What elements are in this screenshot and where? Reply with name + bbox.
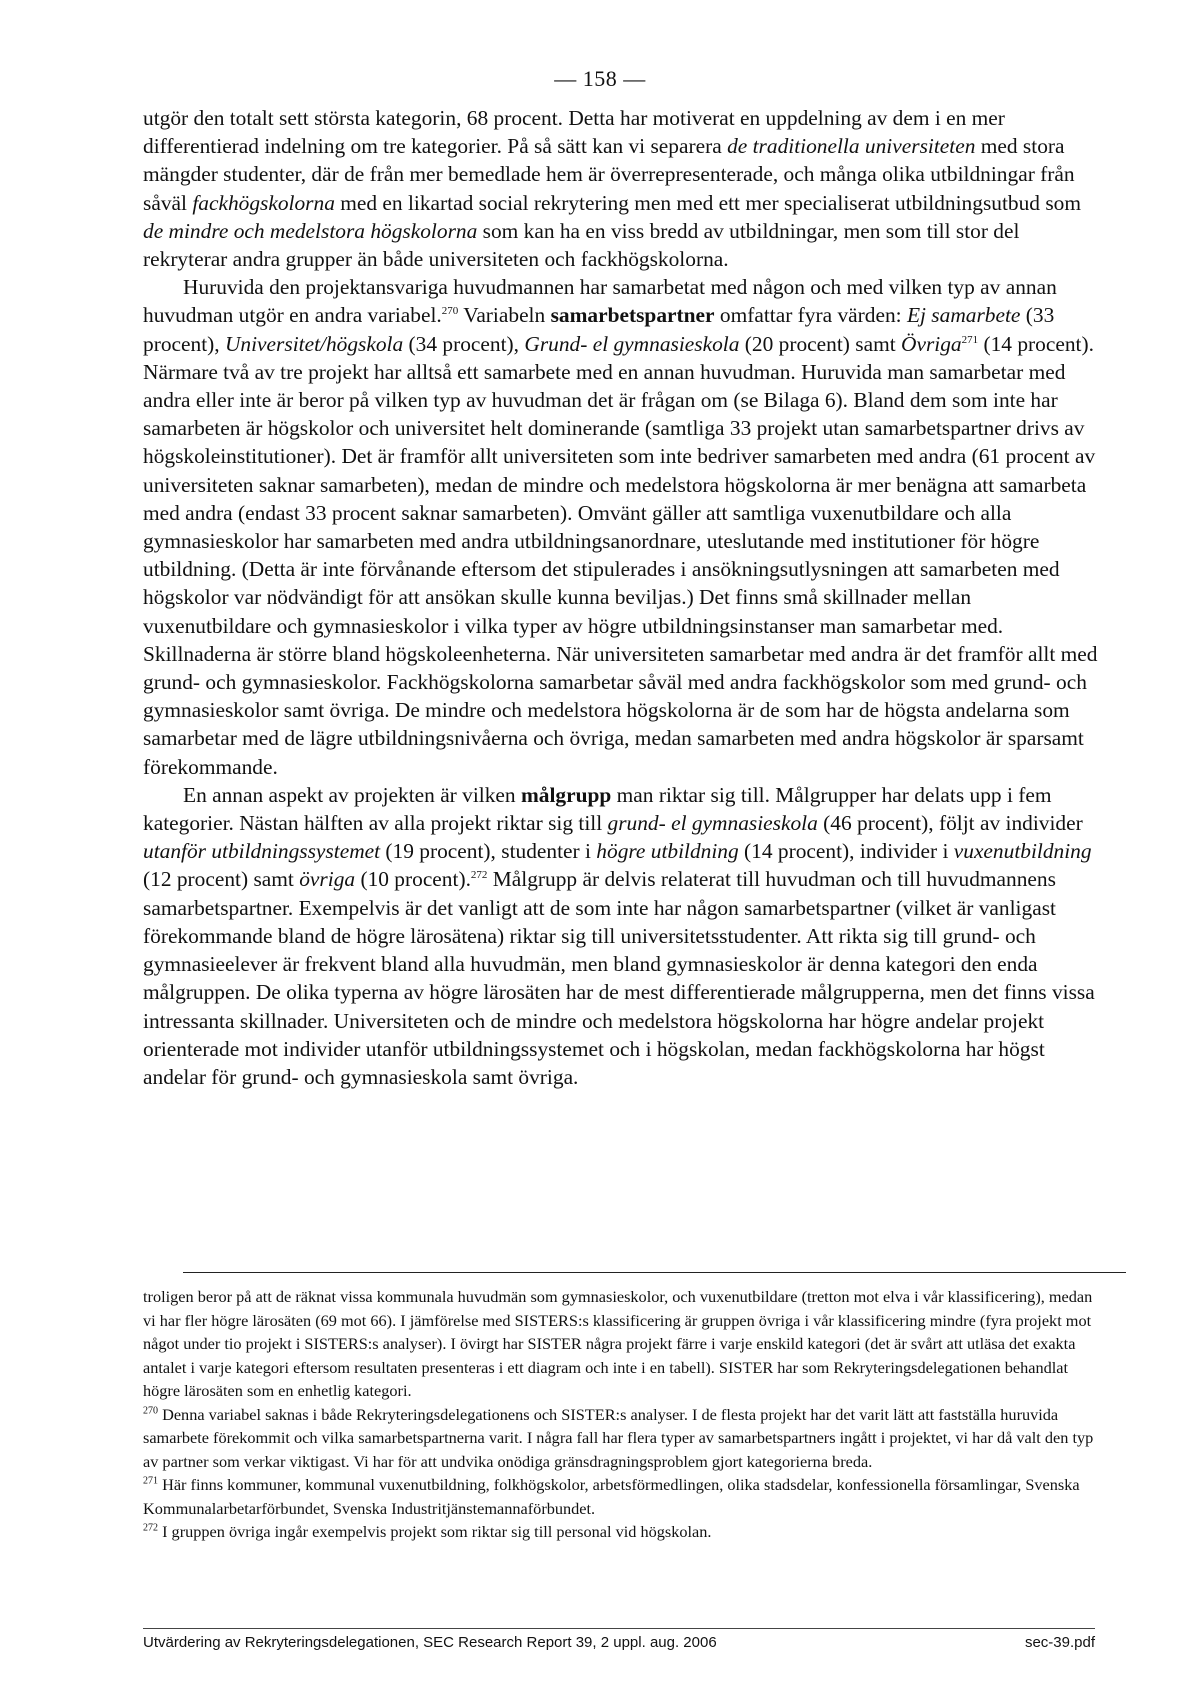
footnote-marker: 270	[143, 1405, 158, 1417]
footer-filename: sec-39.pdf	[1024, 1634, 1095, 1651]
text-run: (20 procent) samt	[739, 331, 902, 356]
body-paragraph	[143, 273, 1103, 781]
footer-citation: Utvärdering av Rekryteringsdelegationen, SEC Research Report 39, 2 uppl. aug. 2006	[143, 1634, 717, 1651]
emphasis-text: övriga	[299, 867, 356, 892]
text-run: Variabeln	[458, 303, 551, 328]
text-run: Målgrupp är delvis relaterat till huvudman och till huvudmannens samarbetspartner. Exempelvis är det vanligt att de som inte har någon samarbetspartner (vilket är vanligast förekommande bland de högre lärosätena) riktar sig till universitetsstudenter. Att rikta sig till grund- och gymnasieelever är frekvent bland alla huvudmän, men bland gymnasieskolor är denna kategori den enda målgruppen. De olika typerna av högre lärosäten har de mest differentierade målgrupperna, men det finns vissa intressanta skillnader. Universiteten och de mindre och medelstora högskolorna har högre andelar projekt orienterade mot individer utanför utbildningssystemet och i högskolan, medan fackhögskolorna har högst andelar för grund- och gymnasieskola samt övriga.	[143, 867, 1095, 1089]
emphasis-text: vuxenutbildning	[953, 839, 1092, 864]
text-run: troligen beror på att de räknat vissa kommunala huvudmän som gymnasieskolor, och vuxenutbildare (tretton mot elva i vår klassificering), medan vi har fler högre lärosäten (69 mot 66). I jämförelse med SISTERS:s klassificering är gruppen övriga i vår klassificering mindre (fyra projekt mot något under tio projekt i SISTERS:s analyser). I övirgt har SISTER några projekt färre i varje enskild kategori (det är svårt att utläsa det exakta antalet i varje kategori eftersom resultaten presenteras i ett diagram och inte i en tabell). SISTER har som Rekryteringsdelegationen behandlat högre lärosäten som en enhetlig kategori.	[143, 1287, 1093, 1400]
emphasis-text: Universitet/högskola	[224, 331, 404, 356]
text-run: (14 procent), individer i	[738, 839, 954, 864]
bold-term: samarbetspartner	[550, 303, 715, 328]
text-run: Huruvida den projektansvariga huvudmannen har samarbetat med någon och med vilken typ av annan huvudman utgör en andra variabel.	[143, 275, 1057, 328]
emphasis-text: grund- el gymnasieskola	[607, 811, 818, 836]
footnote	[143, 1403, 1103, 1474]
body-paragraph	[143, 781, 1103, 1091]
text-run: (33 procent),	[143, 303, 1055, 356]
footnote-separator	[183, 1272, 1126, 1273]
text-run: (14 procent). Närmare två av tre projekt har alltså ett samarbete med en annan huvudman. Huruvida man samarbetar med andra eller inte är beror på vilken typ av huvudman det är frågan om (se Bilaga 6). Bland dem som inte har samarbeten är högskolor och universitet helt dominerande (samtliga 33 projekt utan samarbetspartner drivs av högskoleinstitutioner). Det är framför allt universiteten som inte bedriver samarbeten med andra (61 procent av universiteten saknar samarbeten), medan de mindre och medelstora högskolorna är mer benägna att samarbeta med andra (endast 33 procent saknar samarbeten). Omvänt gäller att samtliga vuxenutbildare och alla gymnasieskolor har samarbeten med andra utbildningsanordnare, uteslutande med institutioner för högre utbildning. (Detta är inte förvånande eftersom det stipulerades i ansökningsutlysningen att samarbeten med högskolor var nödvändigt för att ansökan skulle kunna beviljas.) Det finns små skillnader mellan vuxenutbildare och gymnasieskolor i vilka typer av högre utbildningsinstanser man samarbetar med. Skillnaderna är större bland högskoleenheterna. När universiteten samarbetar med andra är det framför allt med grund- och gymnasieskolor. Fackhögskolorna samarbetar såväl med andra fackhögskolor som med grund- och gymnasieskolor samt övriga. De mindre och medelstora högskolorna är de som har de högsta andelarna som samarbetar med de lägre utbildningsnivåerna och övriga, medan samarbeten med andra högskolor är sparsamt förekommande.	[143, 331, 1098, 779]
text-run: (10 procent).	[355, 867, 471, 892]
bold-term: målgrupp	[520, 782, 612, 807]
emphasis-text: utanför utbildningssystemet	[143, 839, 381, 864]
text-run: Här finns kommuner, kommunal vuxenutbildning, folkhögskolor, arbetsförmedlingen, olika stadsdelar, konfessionella församlingar, Svenska Kommunalarbetarförbundet, Svenska Industritjänstemannaförbundet.	[143, 1475, 1080, 1518]
emphasis-text: de mindre och medelstora högskolorna	[143, 218, 478, 243]
text-run: (12 procent) samt	[143, 867, 300, 892]
emphasis-text: Ej samarbete	[906, 303, 1021, 328]
emphasis-text: fackhögskolorna	[192, 190, 335, 215]
footnote	[143, 1473, 1103, 1520]
emphasis-text: de traditionella universiteten	[727, 134, 976, 159]
footnote-marker: 270	[441, 305, 459, 318]
footnote	[143, 1285, 1103, 1403]
footnote-marker: 272	[470, 869, 488, 882]
footnote-marker: 272	[143, 1522, 158, 1534]
text-run: med en likartad social rekrytering men med ett mer specialiserat utbildningsutbud som	[334, 190, 1081, 215]
text-run: (34 procent),	[403, 331, 525, 356]
text-run: som kan ha en viss bredd av utbildningar, men som till stor del rekryterar andra grupper än både universiteten och fackhögskolorna.	[143, 218, 1020, 272]
text-run: Denna variabel saknas i både Rekryteringsdelegationens och SISTER:s analyser. I de flesta projekt har det varit lätt att fastställa huruvida samarbete förekommit och vilka samarbetspartnerna varit. I några fall har flera typer av samarbetspartners ingått i projektet, vi har då valt den typ av partner som verkar viktigast. Vi har för att undvika onödiga gränsdragningsproblem gjort kategorierna breda.	[143, 1404, 1094, 1471]
emphasis-text: Övriga	[901, 331, 962, 356]
footnote-marker: 271	[961, 333, 979, 346]
text-run: I gruppen övriga ingår exempelvis projekt som riktar sig till personal vid högskolan.	[158, 1522, 712, 1541]
text-run: man riktar sig till. Målgrupper har delats upp i fem kategorier. Nästan hälften av alla projekt riktar sig till	[143, 782, 1052, 836]
footnote	[143, 1520, 1103, 1544]
text-run: med stora mängder studenter, där de från mer bemedlade hem är överrepresenterade, och många olika utbildningar från såväl	[143, 134, 1075, 215]
text-run: (46 procent), följt av individer	[817, 811, 1083, 836]
text-run: (19 procent), studenter i	[380, 839, 597, 864]
body-text	[143, 104, 1103, 1091]
text-run: omfattar fyra värden:	[714, 303, 907, 328]
footnotes	[143, 1285, 1103, 1544]
emphasis-text: högre utbildning	[596, 839, 739, 864]
footnote-marker: 271	[143, 1475, 158, 1487]
text-run: utgör den totalt sett största kategorin, 68 procent. Detta har motiverat en uppdelning av dem i en mer differentierad indelning om tre kategorier. På så sätt kan vi separera	[143, 106, 1005, 159]
footer-separator	[143, 1628, 1095, 1629]
page-footer	[143, 1634, 1095, 1651]
text-run: En annan aspekt av projekten är vilken	[183, 782, 521, 807]
emphasis-text: Grund- el gymnasieskola	[524, 331, 740, 356]
page-number: — 158 —	[554, 66, 646, 91]
body-paragraph	[143, 104, 1103, 273]
